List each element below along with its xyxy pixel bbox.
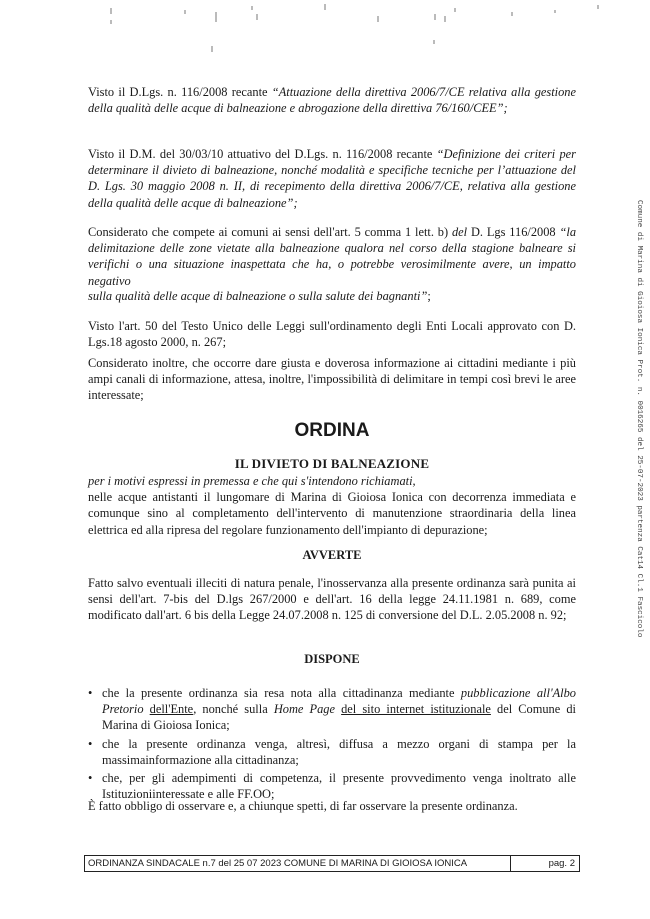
ente-text: dell'Ente xyxy=(149,702,194,717)
scan-artifacts xyxy=(0,0,650,60)
footer-page-number: pag. 2 xyxy=(548,858,575,869)
heading-avverte: AVVERTE xyxy=(302,548,362,562)
heading-divieto-balneazione: IL DIVIETO DI BALNEAZIONE xyxy=(234,456,430,471)
dispone-item-1-nonche: , nonché sulla xyxy=(193,702,274,717)
protocol-stamp: Comune di Marina di Gioiosa Ionica Prot. n. 0016265 del 25-07-2023 partenza Cat14 Cl.1 Fascicolo xyxy=(635,200,643,638)
paragraph-considerato xyxy=(88,224,576,289)
visto-dlgs-quote: “Attuazione della direttiva 2006/7/CE relativa alla gestione della qualità delle acque di balneazione e abrogazione della direttiva 76/160/CEE”; xyxy=(88,85,576,116)
home-page-text: Home Page xyxy=(273,702,335,717)
paragraph-visto-art50: Visto l'art. 50 del Testo Unico delle Leggi sull'ordinamento degli Enti Locali approvato con D. Lgs.18 agosto 2000, n. 267; xyxy=(88,319,576,350)
closing-statement: È fatto obbligo di osservare e, a chiunque spetti, di far osservare la presente ordinanza. xyxy=(88,799,518,813)
bullet-marker: • xyxy=(88,736,93,751)
paragraph-visto-dlgs xyxy=(88,84,576,116)
sito-internet-text: del sito internet istituzionale xyxy=(341,702,491,717)
dispone-item-2 xyxy=(88,736,576,768)
dispone-item-1-text: che la presente ordinanza sia resa nota alla cittadinanza mediante xyxy=(102,686,461,700)
dispone-list xyxy=(88,685,576,804)
considerato-del: del xyxy=(451,225,468,239)
dispone-item-3-text: che, per gli adempimenti di competenza, il presente provvedimento venga inoltrato alle Istituzioniinteressate e alle FF.OO; xyxy=(102,771,576,802)
paragraph-considerato-inoltre: Considerato inoltre, che occorre dare giusta e doverosa informazione ai cittadini mediante i più ampi canali di informazione, attesa, inoltre, l'impossibilità di delimitare in tempi così brevi le aree interessate; xyxy=(88,356,576,403)
bullet-marker: • xyxy=(88,771,93,786)
heading-ordina: ORDINA xyxy=(294,420,370,441)
considerato-quote-2: sulla qualità delle acque di balneazione o sulla salute dei bagnanti” xyxy=(88,289,428,303)
footer-divider xyxy=(510,856,511,871)
considerato-end: ; xyxy=(427,289,431,303)
heading-dispone: DISPONE xyxy=(304,652,360,666)
bullet-marker: • xyxy=(88,686,93,700)
considerato-middle: D. Lgs 116/2008 xyxy=(467,225,560,239)
paragraph-ordina-body xyxy=(88,473,576,538)
visto-dm-prefix: Visto il D.M. del 30/03/10 attuativo del D.Lgs. n. 116/2008 recante xyxy=(88,147,437,161)
ordina-testo: nelle acque antistanti il lungomare di Marina di Gioiosa Ionica con decorrenza immediata e comunque sino al completamento dell'intervento di manutenzione straordinaria della linea elettrica ed alla ripresa del regolare funzionamento dell'impianto di depurazione; xyxy=(88,490,576,537)
dispone-item-1 xyxy=(88,685,576,734)
albo-pretorio-text: pubblicazione all'Albo Pretorio xyxy=(102,686,576,717)
footer-bar xyxy=(84,855,580,872)
ordina-motivi: per i motivi espressi in premessa e che qui s'intendono richiamati, xyxy=(88,474,416,488)
considerato-prefix: Considerato che compete ai comuni ai sensi dell'art. 5 comma 1 lett. b) xyxy=(88,225,452,239)
dispone-item-1-comune: del Comune di Marina di Gioiosa Ionica; xyxy=(102,702,576,733)
paragraph-visto-dm xyxy=(88,146,576,211)
paragraph-avverte-body: Fatto salvo eventuali illeciti di natura penale, l'inosservanza alla presente ordinanza sarà punita ai sensi dell'art. 7-bis del D.lgs 267/2000 e dell'art. 16 della legge 24.11.1981 n. 689, come modificato dall'art. 6 bis della Legge 24.07.2008 n. 125 di conversione del D.L. 2.05.2008 n. 92; xyxy=(88,576,576,623)
visto-dlgs-prefix: Visto il D.Lgs. n. 116/2008 recante xyxy=(88,85,272,99)
footer-ordinanza-ref: ORDINANZA SINDACALE n.7 del 25 07 2023 COMUNE DI MARINA DI GIOIOSA IONICA xyxy=(88,858,468,869)
considerato-quote: “la delimitazione delle zone vietate alla balneazione qualora nel corso della stagione balneare si verifichi o una situazione inaspettata che ha, o potrebbe verosimilmente avere, un impatto negativo xyxy=(88,225,577,288)
visto-dm-quote: “Definizione dei criteri per determinare il divieto di balneazione, nonché modalità e specifiche tecniche per l’attuazione del D. Lgs. 30 maggio 2008 n. II, di recepimento della direttiva 2006/7/CE, relativa alla gestione della qualità delle acque di balneazione”; xyxy=(88,147,577,210)
paragraph-considerato-continued xyxy=(88,288,576,304)
dispone-item-2-text: che la presente ordinanza venga, altresì, diffusa a mezzo organi di stampa per la massimainformazione alla cittadinanza; xyxy=(102,736,576,767)
